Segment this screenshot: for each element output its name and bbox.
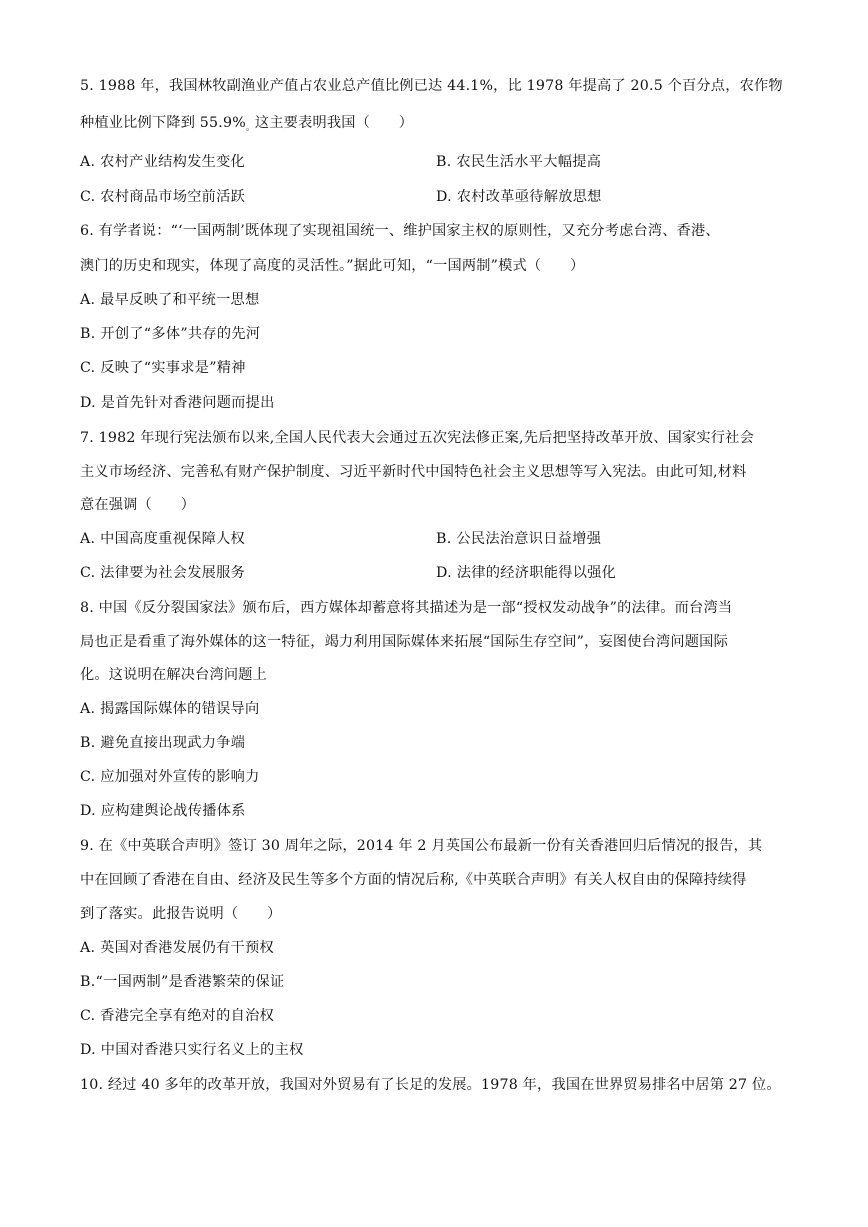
question-5-option-b: B. 农民生活水平大幅提高	[436, 154, 602, 170]
question-5-option-c: C. 农村商品市场空前活跃	[80, 189, 246, 205]
question-9-option-c: C. 香港完全享有绝对的自治权	[80, 1008, 275, 1024]
question-8-option-a: A. 揭露国际媒体的错误导向	[80, 701, 260, 717]
question-8-line-2: 局也正是看重了海外媒体的这一特征，竭力利用国际媒体来拓展“国际生存空间”，妄图使台湾问题国际	[80, 634, 728, 650]
question-9-line-3: 到了落实。此报告说明（ ）	[80, 906, 282, 922]
question-7-option-c: C. 法律要为社会发展服务	[80, 565, 246, 581]
question-7-line-3: 意在强调（ ）	[80, 497, 196, 513]
question-6-line-2: 澳门的历史和现实，体现了高度的灵活性。”据此可知，“一国两制”模式（ ）	[80, 258, 585, 274]
question-7-option-b: B. 公民法治意识日益增强	[436, 531, 602, 547]
question-6-option-a: A. 最早反映了和平统一思想	[80, 292, 260, 308]
question-7-line-2: 主义市场经济、完善私有财产保护制度、习近平新时代中国特色社会主义思想等写入宪法。由此可知,材料	[80, 464, 747, 480]
question-8-line-1: 8. 中国《反分裂国家法》颁布后，西方媒体却蓄意将其描述为是一部“授权发动战争”的法律。而台湾当	[80, 600, 733, 616]
question-6-line-1: 6. 有学者说：“‘一国两制’既体现了实现祖国统一、维护国家主权的原则性，又充分考虑台湾、香港、	[80, 223, 720, 239]
question-5-line-1: 5. 1988 年，我国林牧副渔业产值占农业总产值比例已达 44.1%，比 1978 年提高了 20.5 个百分点，农作物	[80, 78, 783, 94]
question-5-line-2	[80, 113, 790, 138]
question-8-option-c: C. 应加强对外宣传的影响力	[80, 769, 260, 785]
question-8-option-d: D. 应构建舆论战传播体系	[80, 803, 246, 819]
question-5-option-a: A. 农村产业结构发生变化	[80, 154, 246, 170]
question-9-line-2: 中在回顾了香港在自由、经济及民生等多个方面的情况后称,《中英联合声明》有关人权自由的保障持续得	[80, 872, 747, 888]
question-7-line-1: 7. 1982 年现行宪法颁布以来,全国人民代表大会通过五次宪法修正案,先后把坚持改革开放、国家实行社会	[80, 430, 754, 446]
question-8-line-3: 化。这说明在解决台湾问题上	[80, 667, 268, 683]
question-9-option-b: B.“一国两制”是香港繁荣的保证	[80, 974, 285, 990]
question-5-line-2-rest: 这主要表明我国（ ）	[254, 115, 414, 131]
question-8-option-b: B. 避免直接出现武力争端	[80, 735, 246, 751]
question-6-option-d: D. 是首先针对香港问题而提出	[80, 395, 275, 411]
question-5-option-d: D. 农村改革亟待解放思想	[436, 189, 602, 205]
question-5-line-2-start: 种植业比例下降到 55.9%	[80, 115, 246, 131]
question-5-period-mark: 。	[245, 123, 255, 133]
question-9-option-a: A. 英国对香港发展仍有干预权	[80, 940, 275, 956]
question-7-option-d: D. 法律的经济职能得以强化	[436, 565, 617, 581]
question-6-option-c: C. 反映了“实事求是”精神	[80, 360, 246, 376]
question-10-line-1: 10. 经过 40 多年的改革开放，我国对外贸易有了长足的发展。1978 年，我国在世界贸易排名中居第 27 位。	[80, 1077, 781, 1093]
question-9-option-d: D. 中国对香港只实行名义上的主权	[80, 1042, 304, 1058]
question-9-line-1: 9. 在《中英联合声明》签订 30 周年之际，2014 年 2 月英国公布最新一份有关香港回归后情况的报告，其	[80, 838, 763, 854]
question-7-option-a: A. 中国高度重视保障人权	[80, 531, 246, 547]
question-6-option-b: B. 开创了“多体”共存的先河	[80, 326, 261, 342]
